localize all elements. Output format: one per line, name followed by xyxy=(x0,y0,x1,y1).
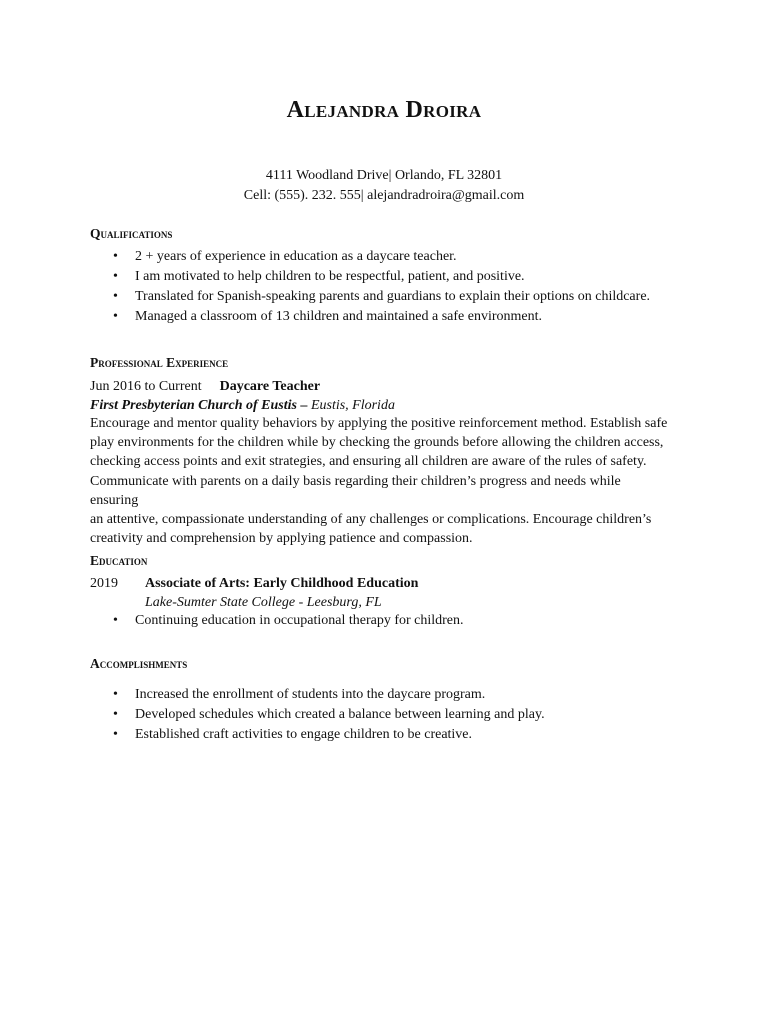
experience-heading: Professional Experience xyxy=(90,355,229,370)
list-item: • Increased the enrollment of students into the daycare program. xyxy=(90,685,690,705)
list-item: • Established craft activities to engage children to be creative. xyxy=(90,725,690,745)
education-header xyxy=(90,574,419,593)
list-item: • Continuing education in occupational therapy for children. xyxy=(90,611,690,631)
address-line: 4111 Woodland Drive| Orlando, FL 32801 xyxy=(265,168,503,183)
description-line: an attentive, compassionate understanding of any challenges or complications. Encourage children’s xyxy=(90,512,652,528)
education-list xyxy=(90,611,690,631)
phone-email-line: Cell: (555). 232. 555| alejandradroira@gmail.com xyxy=(243,188,525,203)
list-item: • I am motivated to help children to be respectful, patient, and positive. xyxy=(90,267,690,287)
school-line: Lake-Sumter State College - Leesburg, FL xyxy=(145,595,382,610)
job-title: Daycare Teacher xyxy=(219,379,321,394)
contact-block xyxy=(0,166,768,206)
list-item: • 2 + years of experience in education as a daycare teacher. xyxy=(90,247,690,267)
education-heading: Education xyxy=(90,553,148,568)
job-dates: Jun 2016 to Current xyxy=(90,379,202,394)
employer-location: Eustis, Florida xyxy=(310,398,395,413)
list-item: • Managed a classroom of 13 children and maintained a safe environment. xyxy=(90,307,690,327)
job-description xyxy=(90,414,670,548)
description-line: checking access points and exit strategies, and ensuring all children are aware of the rules of safety. xyxy=(90,454,647,470)
degree-title: Associate of Arts: Early Childhood Education xyxy=(145,576,419,591)
description-line: Communicate with parents on a daily basis regarding their children’s progress and needs while ensuring xyxy=(90,473,621,508)
description-line: Encourage and mentor quality behaviors by applying the positive reinforcement method. Establish safe xyxy=(90,416,668,431)
accomplishments-heading: Accomplishments xyxy=(90,656,188,671)
list-item: • Developed schedules which created a balance between learning and play. xyxy=(90,705,690,725)
candidate-name: Alejandra Droira xyxy=(286,97,482,123)
list-item: • Translated for Spanish-speaking parents and guardians to explain their options on childcare. xyxy=(90,287,690,307)
qualifications-list xyxy=(90,247,690,327)
employer-line xyxy=(90,396,395,415)
education-year: 2019 xyxy=(90,576,118,591)
description-line: play environments for the children while by checking the grounds before allowing the children access, xyxy=(90,435,664,451)
accomplishments-list xyxy=(90,685,690,745)
qualifications-heading: Qualifications xyxy=(90,226,173,241)
employer-name: First Presbyterian Church of Eustis – xyxy=(90,398,308,413)
description-line: creativity and comprehension by applying patience and compassion. xyxy=(90,531,473,547)
job-header xyxy=(90,377,320,396)
